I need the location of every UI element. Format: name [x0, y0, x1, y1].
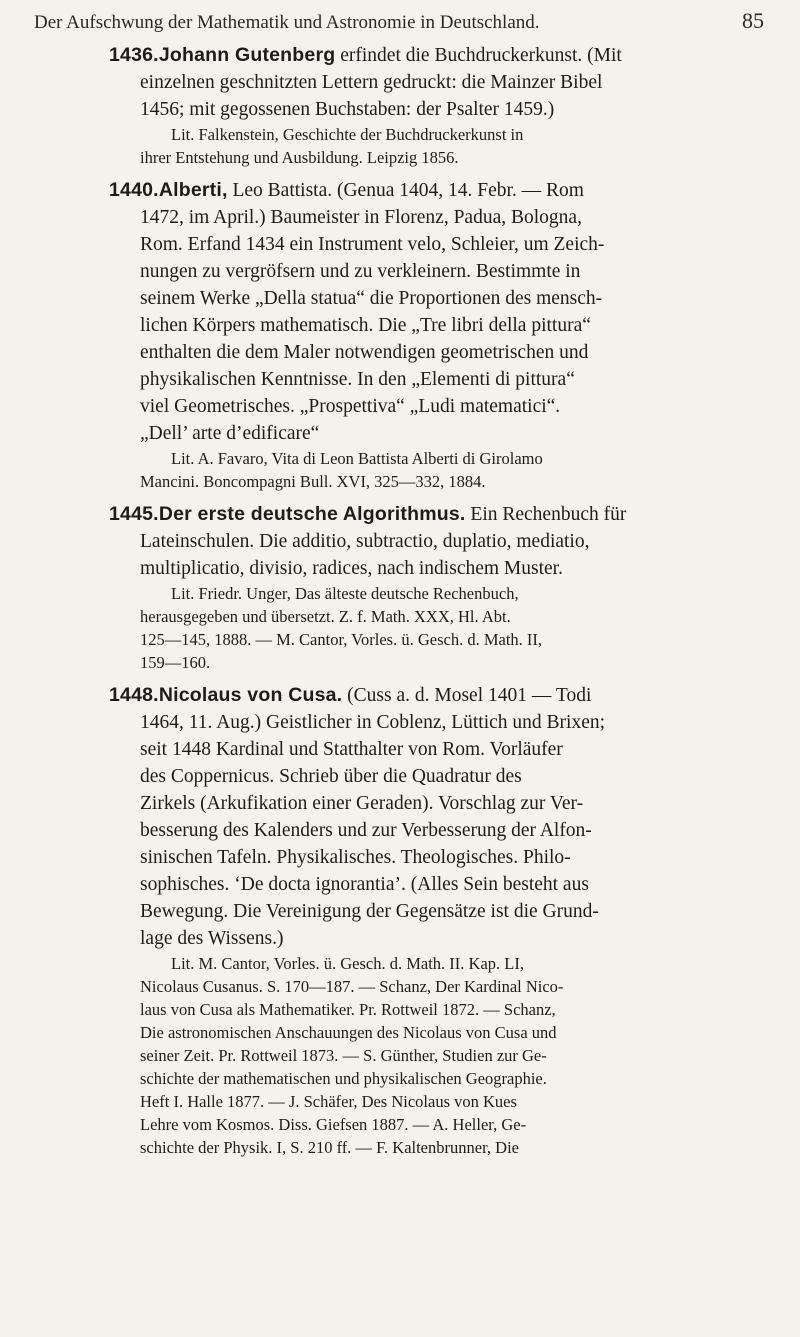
entry-heading: Nicolaus von Cusa. [158, 684, 343, 706]
literature-line: ihrer Entstehung und Ausbildung. Leipzig 1856. [140, 148, 459, 167]
entry-text-line: Lateinschulen. Die additio, subtractio, duplatio, mediatio, [140, 531, 590, 552]
entry-text-line: Zirkels (Arkufikation einer Geraden). Vorschlag zur Ver- [140, 793, 584, 814]
entry-text-line: lage des Wissens.) [140, 928, 284, 949]
entry-text-line: einzelnen geschnitzten Lettern gedruckt: die Mainzer Bibel [140, 72, 603, 93]
entry-text-line: besserung des Kalenders und zur Verbesserung der Alfon- [140, 820, 592, 841]
entry-text-line: 1472, im April.) Baumeister in Florenz, Padua, Bologna, [140, 207, 582, 228]
entry-text: (Cuss a. d. Mosel 1401 — Todi [342, 685, 592, 706]
entry-text: Leo Battista. (Genua 1404, 14. Febr. — Rom [227, 180, 584, 201]
entry-text-line: seinem Werke „Della statua“ die Proportionen des mensch- [140, 288, 603, 309]
running-head-title: Der Aufschwung der Mathematik und Astronomie in Deutschland. [34, 12, 540, 33]
literature-line: schichte der mathematischen und physikalischen Geographie. [140, 1069, 547, 1088]
entry-text-line: Bewegung. Die Vereinigung der Gegensätze ist die Grund- [140, 901, 599, 922]
entry-number: 1445. [109, 503, 159, 525]
entry [109, 501, 776, 674]
entry-text-line: enthalten die dem Maler notwendigen geometrischen und [140, 342, 589, 363]
entry-text-line: sophisches. ‘De docta ignorantia’. (Alles Sein besteht aus [140, 874, 589, 895]
entry-text-line: sinischen Tafeln. Physikalisches. Theologisches. Philo- [140, 847, 571, 868]
literature-first-line: Lit. M. Cantor, Vorles. ü. Gesch. d. Math. II. Kap. LI, [171, 954, 524, 973]
entry-number: 1436. [109, 44, 159, 66]
literature-line: herausgegeben und übersetzt. Z. f. Math. XXX, Hl. Abt. [140, 607, 511, 626]
entry-first-line [109, 501, 776, 528]
entry-text-line: viel Geometrisches. „Prospettiva“ „Ludi matematici“. [140, 396, 561, 417]
literature-line: Die astronomischen Anschauungen des Nicolaus von Cusa und [140, 1023, 557, 1042]
literature-line: Lehre vom Kosmos. Diss. Giefsen 1887. — A. Heller, Ge- [140, 1115, 527, 1134]
entry-text-line: „Dell’ arte d’edificare“ [140, 423, 320, 444]
entry [109, 177, 776, 493]
entry-first-line [109, 682, 776, 709]
entry-text-line: des Coppernicus. Schrieb über die Quadratur des [140, 766, 522, 787]
literature-line: Heft I. Halle 1877. — J. Schäfer, Des Nicolaus von Kues [140, 1092, 517, 1111]
entry [109, 682, 776, 1159]
entry-text: Ein Rechenbuch für [465, 504, 627, 525]
literature-line: 159—160. [140, 653, 211, 672]
entry-number: 1440. [109, 179, 159, 201]
literature-first-line: Lit. Falkenstein, Geschichte der Buchdruckerkunst in [171, 125, 524, 144]
entry-text-line: Rom. Erfand 1434 ein Instrument velo, Schleier, um Zeich- [140, 234, 605, 255]
entry-first-line [109, 42, 776, 69]
running-head [34, 8, 764, 34]
entry-first-line [109, 177, 776, 204]
literature-first-line: Lit. A. Favaro, Vita di Leon Battista Alberti di Girolamo [171, 449, 543, 468]
page-number: 85 [742, 8, 764, 33]
entry-text-line: 1456; mit gegossenen Buchstaben: der Psalter 1459.) [140, 99, 555, 120]
literature-line: laus von Cusa als Mathematiker. Pr. Rottweil 1872. — Schanz, [140, 1000, 556, 1019]
entry-heading: Johann Gutenberg [158, 44, 336, 66]
literature-first-line: Lit. Friedr. Unger, Das älteste deutsche Rechenbuch, [171, 584, 519, 603]
literature-line: seiner Zeit. Pr. Rottweil 1873. — S. Günther, Studien zur Ge- [140, 1046, 547, 1065]
literature-line: schichte der Physik. I, S. 210 ff. — F. Kaltenbrunner, Die [140, 1138, 519, 1157]
entry-text-line: seit 1448 Kardinal und Statthalter von Rom. Vorläufer [140, 739, 563, 760]
entry-number: 1448. [109, 684, 159, 706]
entry-text-line: 1464, 11. Aug.) Geistlicher in Coblenz, Lüttich und Brixen; [140, 712, 606, 733]
literature-line: Mancini. Boncompagni Bull. XVI, 325—332, 1884. [140, 472, 486, 491]
entry-text-line: nungen zu vergröfsern und zu verkleinern. Bestimmte in [140, 261, 581, 282]
entry-heading: Alberti, [158, 179, 228, 201]
entry-text: erfindet die Buchdruckerkunst. (Mit [335, 45, 622, 66]
literature-line: 125—145, 1888. — M. Cantor, Vorles. ü. Gesch. d. Math. II, [140, 630, 543, 649]
page-body [109, 42, 776, 1167]
entry-text-line: physikalischen Kenntnisse. In den „Elementi di pittura“ [140, 369, 575, 390]
literature-line: Nicolaus Cusanus. S. 170—187. — Schanz, Der Kardinal Nico- [140, 977, 564, 996]
entry [109, 42, 776, 169]
entry-heading: Der erste deutsche Algorithmus. [158, 503, 466, 525]
entry-text-line: lichen Körpers mathematisch. Die „Tre libri della pittura“ [140, 315, 591, 336]
entry-text-line: multiplicatio, divisio, radices, nach indischem Muster. [140, 558, 563, 579]
